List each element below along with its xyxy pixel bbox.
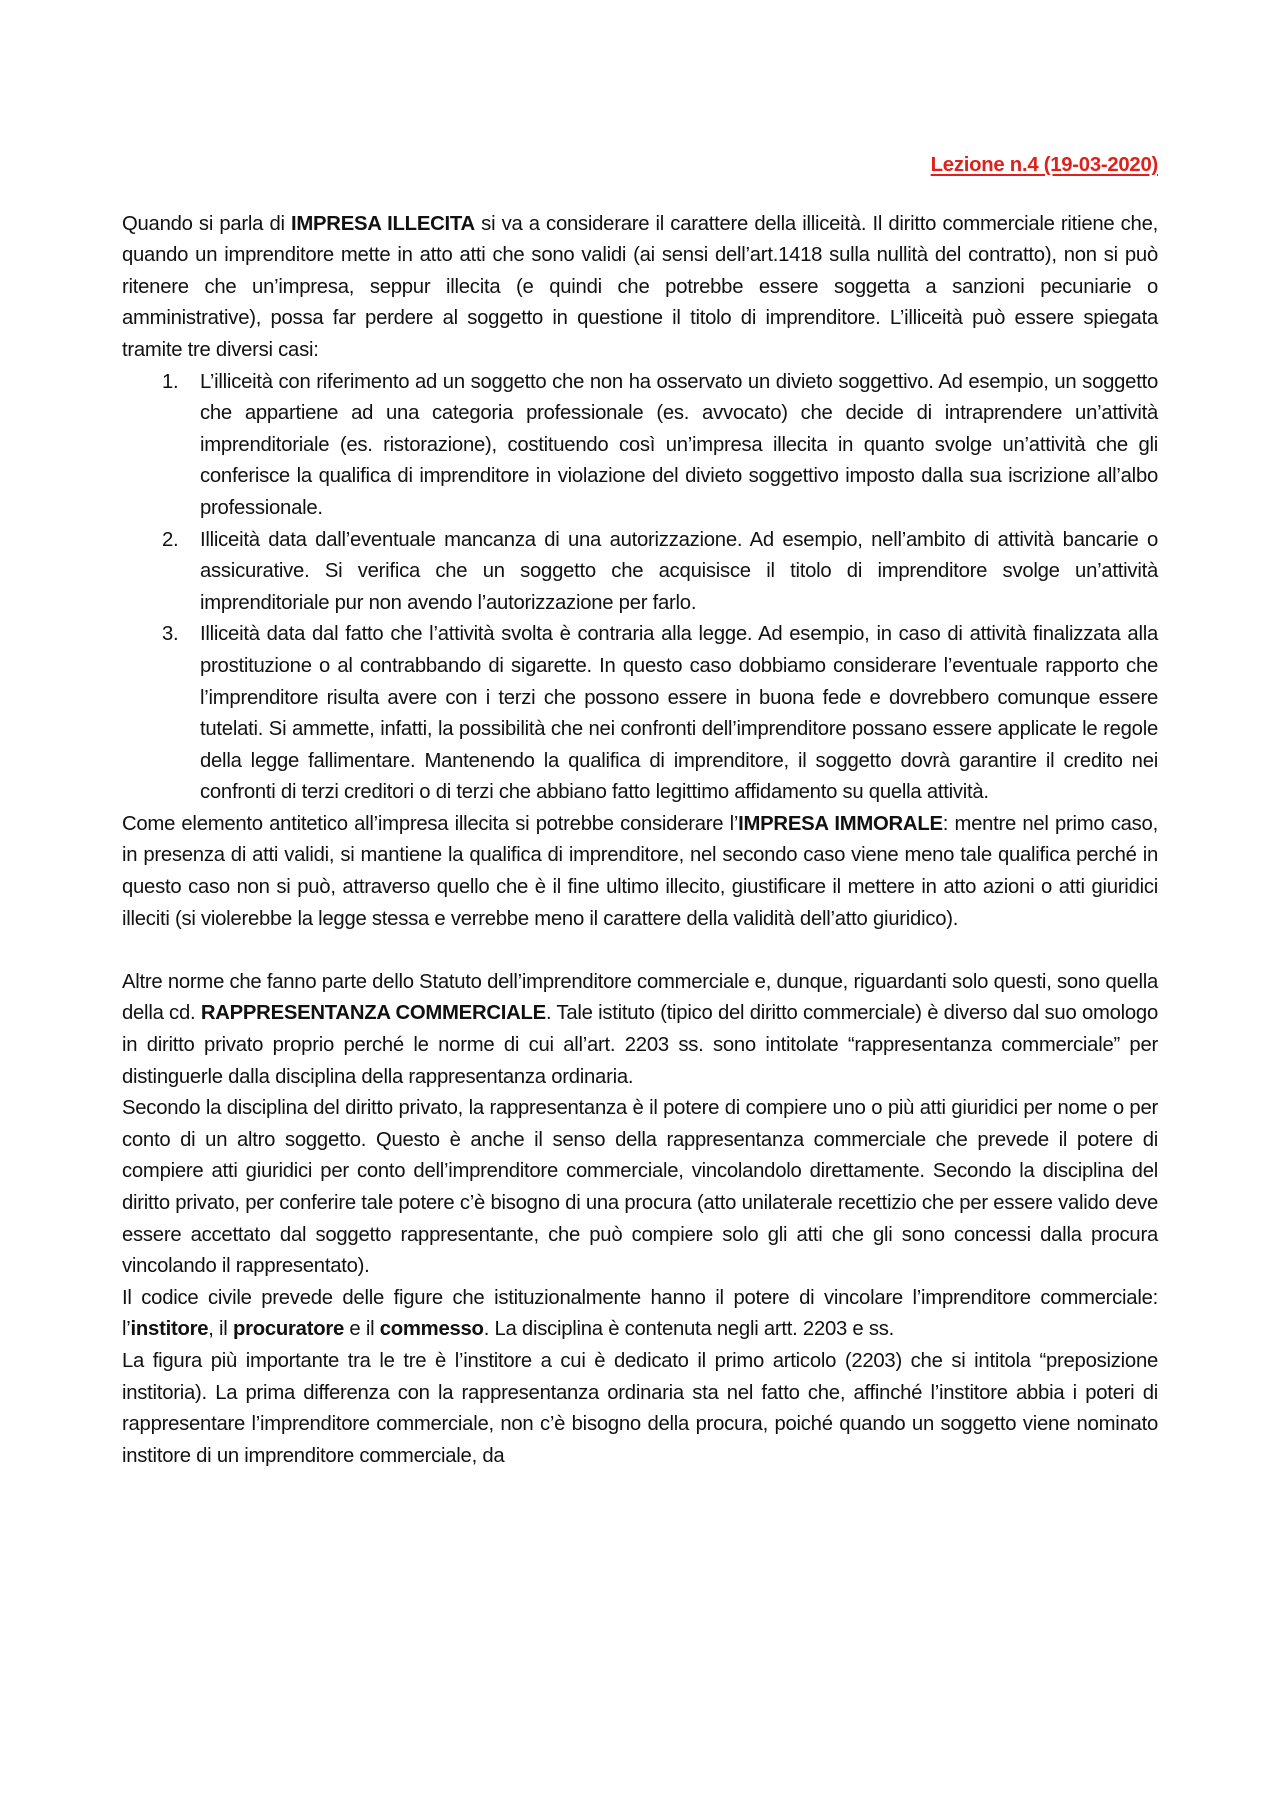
paragraph-gap — [122, 935, 1158, 967]
paragraph-text: , il — [208, 1318, 233, 1341]
paragraph-impresa-illecita — [122, 209, 1158, 367]
paragraph-text: . Tale istituto (tipico del diritto commerciale) è diverso dal suo omologo in diritto privato proprio perché le norme di cui all’art. 2203 ss. sono intitolate “rappresentanza commerciale” per distinguerle dalla disciplina della rappresentanza ordinaria. — [122, 1002, 1158, 1088]
list-number: 1. — [162, 370, 179, 393]
paragraph-institore: La figura più importante tra le tre è l’institore a cui è dedicato il primo articolo (2203) che si intitola “preposizione institoria). La prima differenza con la rappresentanza ordinaria sta nel fatto che, affinché l’institore abbia i poteri di rappresentare l’imprenditore commerciale, non c’è bisogno della procura, poiché quando un soggetto viene nominato institore di un imprenditore commerciale, da — [122, 1349, 1158, 1467]
paragraph-text: Quando si parla di — [122, 212, 291, 235]
list-item-case-2 — [162, 525, 1158, 620]
list-item-text: L’illiceità con riferimento ad un soggetto che non ha osservato un divieto soggettivo. Ad esempio, un soggetto che appartiene ad una categoria professionale (es. avvocato) che decide di intraprendere un’attività imprenditoriale (es. ristorazione), costituendo così un’impresa illecita in quanto svolge un’attività che gli conferisce la qualifica di imprenditore in violazione del divieto soggettivo imposto dalla sua iscrizione all’albo professionale. — [200, 370, 1158, 519]
paragraph-text: . La disciplina è contenuta negli artt. 2203 e ss. — [483, 1318, 894, 1341]
bold-term-impresa-illecita: IMPRESA ILLECITA — [291, 212, 475, 235]
paragraph-text: Il codice civile prevede delle figure che istituzionalmente hanno il potere di vincolare l’imprenditore commerciale: l’ — [122, 1286, 1158, 1341]
list-item-text: Illiceità data dall’eventuale mancanza di una autorizzazione. Ad esempio, nell’ambito di attività bancarie o assicurative. Si verifica che un soggetto che acquisisce il titolo di imprenditore svolge un’attività imprenditoriale pur non avendo l’autorizzazione per farlo. — [200, 528, 1158, 614]
paragraph-text: si va a considerare il carattere della illiceità. Il diritto commerciale ritiene che, quando un imprenditore mette in atto atti che sono validi (ai sensi dell’art.1418 sulla nullità del contratto), non si può ritenere che un’impresa, seppur illecita (e quindi che potrebbe essere soggetta a sanzioni pecuniarie o amministrative), possa far perdere al soggetto in questione il titolo di imprenditore. L’illiceità può essere spiegata tramite tre diversi casi: — [122, 212, 1159, 361]
bold-term-procuratore: procuratore — [232, 1318, 345, 1341]
list-item-case-3 — [162, 619, 1158, 809]
paragraph-text: Altre norme che fanno parte dello Statuto dell’imprenditore commerciale e, dunque, riguardanti solo questi, sono quella della cd. — [122, 970, 1158, 1025]
paragraph-rappresentanza-commerciale — [122, 967, 1158, 1093]
list-item-text: Illiceità data dal fatto che l’attività svolta è contraria alla legge. Ad esempio, in caso di attività finalizzata alla prostituzione o al contrabbando di sigarette. In questo caso dobbiamo considerare l’eventuale rapporto che l’imprenditore risulta avere con i terzi che possono essere in buona fede e dovrebbero comunque essere tutelati. Si ammette, infatti, la possibilità che nei confronti dell’imprenditore possano essere applicate le regole della legge fallimentare. Mantenendo la qualifica di imprenditore, il soggetto dovrà garantire il credito nei confronti di terzi creditori o di terzi che abbiano fatto legittimo affidamento su quella attività. — [200, 623, 1158, 804]
list-item-case-1 — [162, 367, 1158, 525]
paragraph-codice-civile — [122, 1283, 1158, 1346]
bold-term-institore: institore — [130, 1318, 209, 1341]
list-number: 3. — [162, 623, 179, 646]
paragraph-impresa-immorale — [122, 809, 1158, 935]
paragraph-diritto-privato: Secondo la disciplina del diritto privato, la rappresentanza è il potere di compiere uno o più atti giuridici per nome o per conto di un altro soggetto. Questo è anche il senso della rappresentanza commerciale che prevede il potere di compiere atti giuridici per conto dell’imprenditore commerciale, vincolandolo direttamente. Secondo la disciplina del diritto privato, per conferire tale potere c’è bisogno di una procura (atto unilaterale recettizio che per essere valido deve essere accettato dal soggetto rappresentante, che può compiere solo gli atti che gli sono concessi dalla procura vincolando il rappresentato). — [122, 1097, 1158, 1278]
bold-term-impresa-immorale: IMPRESA IMMORALE — [738, 812, 943, 835]
bold-term-commesso: commesso — [379, 1318, 484, 1341]
title-line — [122, 150, 1158, 182]
paragraph-text: e il — [344, 1318, 380, 1341]
list-number: 2. — [162, 528, 179, 551]
lesson-title: Lezione n.4 (19-03-2020) — [930, 154, 1158, 176]
paragraph-text: Come elemento antitetico all’impresa illecita si potrebbe considerare l’ — [122, 812, 739, 835]
document-page — [122, 150, 1158, 1472]
illiceita-cases-list — [122, 367, 1158, 809]
bold-term-rappresentanza-commerciale: RAPPRESENTANZA COMMERCIALE — [200, 1002, 546, 1025]
paragraph-text: : mentre nel primo caso, in presenza di atti validi, si mantiene la qualifica di imprenditore, nel secondo caso viene meno tale qualifica perché in questo caso non si può, attraverso quello che è il fine ultimo illecito, giustificare il mettere in atto azioni o atti giuridici illeciti (si violerebbe la legge stessa e verrebbe meno il carattere della validità dell’atto giuridico). — [122, 812, 1158, 930]
